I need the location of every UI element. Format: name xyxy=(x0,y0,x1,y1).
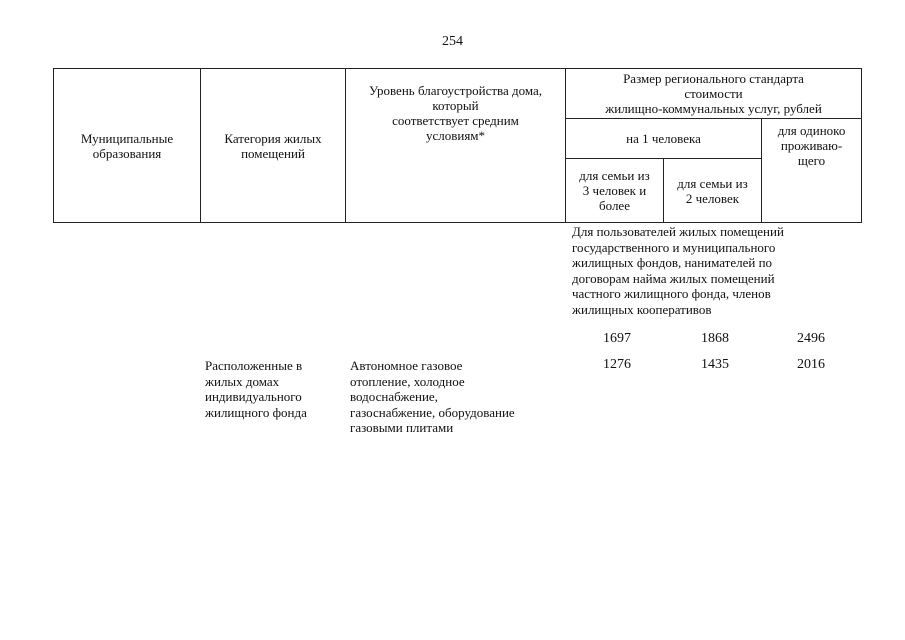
row-2-level: Автономное газовое отопление, холодное водоснабжение, газоснабжение, оборудование газовыми плитами xyxy=(350,358,515,435)
header-single: для одиноко проживаю- щего xyxy=(762,119,862,223)
section-note: Для пользователей жилых помещений государственного и муниципального жилищных фондов, нанимателей по договорам найма жилых помещений частного жилищного фонда, членов жилищных кооперативов xyxy=(572,224,784,317)
header-per-person: на 1 человека xyxy=(566,119,762,159)
row-1-family-2: 1868 xyxy=(701,331,729,346)
header-family-3: для семьи из 3 человек и более xyxy=(566,159,664,223)
table-header xyxy=(53,68,862,223)
row-2-family-2: 1435 xyxy=(701,357,729,372)
row-1-family-3: 1697 xyxy=(603,331,631,346)
header-standard: Размер регионального стандарта стоимости жилищно-коммунальных услуг, рублей xyxy=(566,69,862,119)
header-municipal: Муниципальные образования xyxy=(54,69,201,223)
row-2-family-3: 1276 xyxy=(603,357,631,372)
row-2-category: Расположенные в жилых домах индивидуального жилищного фонда xyxy=(205,358,307,420)
row-2-single: 2016 xyxy=(797,357,825,372)
page-number: 254 xyxy=(442,34,463,49)
header-category: Категория жилых помещений xyxy=(201,69,346,223)
header-family-2: для семьи из 2 человек xyxy=(664,159,762,223)
header-level: Уровень благоустройства дома, который соответствует средним условиям* xyxy=(346,69,566,223)
row-1-single: 2496 xyxy=(797,331,825,346)
